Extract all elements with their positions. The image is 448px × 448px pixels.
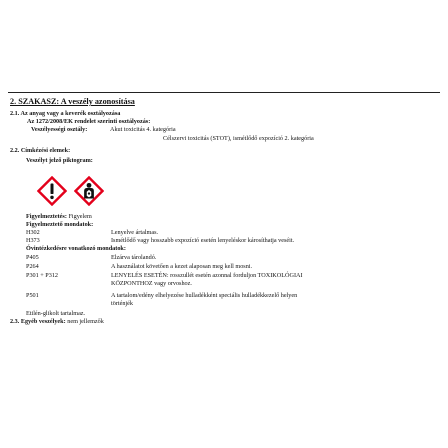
subsection-2-1-heading: 2.1. Az anyag vagy a keverék osztályozása [10,110,121,117]
section-title: 2. SZAKASZ: A veszély azonosítása [10,97,135,106]
p-code: P501 [26,292,39,299]
other-hazards-value: nem jellemzők [67,318,104,325]
signal-word-label: Figyelmeztetés: [26,213,67,220]
p-text: LENYELÉS ESETÉN: rosszullét esetén azonnal forduljon TOXIKOLÓGIAI [111,272,303,279]
p-text-cont: történjék [111,300,133,307]
pictogram-label: Veszélyt jelző piktogram: [26,157,93,164]
p-text: A használatot követően a kezet alaposan meg kell mosni. [111,263,253,270]
subsection-2-3-heading: 2.3. Egyéb veszélyek: [10,318,66,325]
hazard-class-2: Célszervi toxicitás (STOT), ismétlődő expozíció 2. kategória [163,135,314,142]
hazard-statements-label: Figyelmeztető mondatok: [26,221,94,228]
p-text: Elzárva tárolandó. [111,254,157,261]
p-code: P405 [26,254,39,261]
hazard-class-label: Veszélyességi osztály: [31,126,88,133]
signal-word-row [26,213,92,220]
subsection-2-3-row [10,318,104,325]
p-text: A tartalom/edény elhelyezése hulladékként speciális hulladékkezelő helyen [111,292,298,299]
signal-word-value: Figyelem [68,213,92,220]
p-code: P301 + P312 [26,272,59,279]
h-text: Lenyelve ártalmas. [111,229,159,236]
exclamation-mark-icon [37,176,67,206]
subsection-2-2-heading: 2.2. Címkézési elemek: [10,147,71,154]
p-code: P264 [26,263,39,270]
h-code: H302 [26,229,40,236]
top-rule [8,92,440,93]
regulation-label: Az 1272/2008/EK rendelet szerinti osztályozás: [27,118,151,125]
p-text-cont: KÖZPONTHOZ vagy orvoshoz. [111,280,192,287]
precaution-label: Óvintézkedésre vonatkozó mondatok: [26,245,126,252]
health-hazard-icon [74,176,104,206]
h-text: Ismétlődő vagy hosszabb expozíció esetén lenyeléskor károsíthatja veséit. [111,237,295,244]
h-code: H373 [26,237,40,244]
hazard-class-1: Akut toxicitás 4. kategória [110,126,176,133]
contains-note: Etilén-glikolt tartalmaz. [26,310,86,317]
